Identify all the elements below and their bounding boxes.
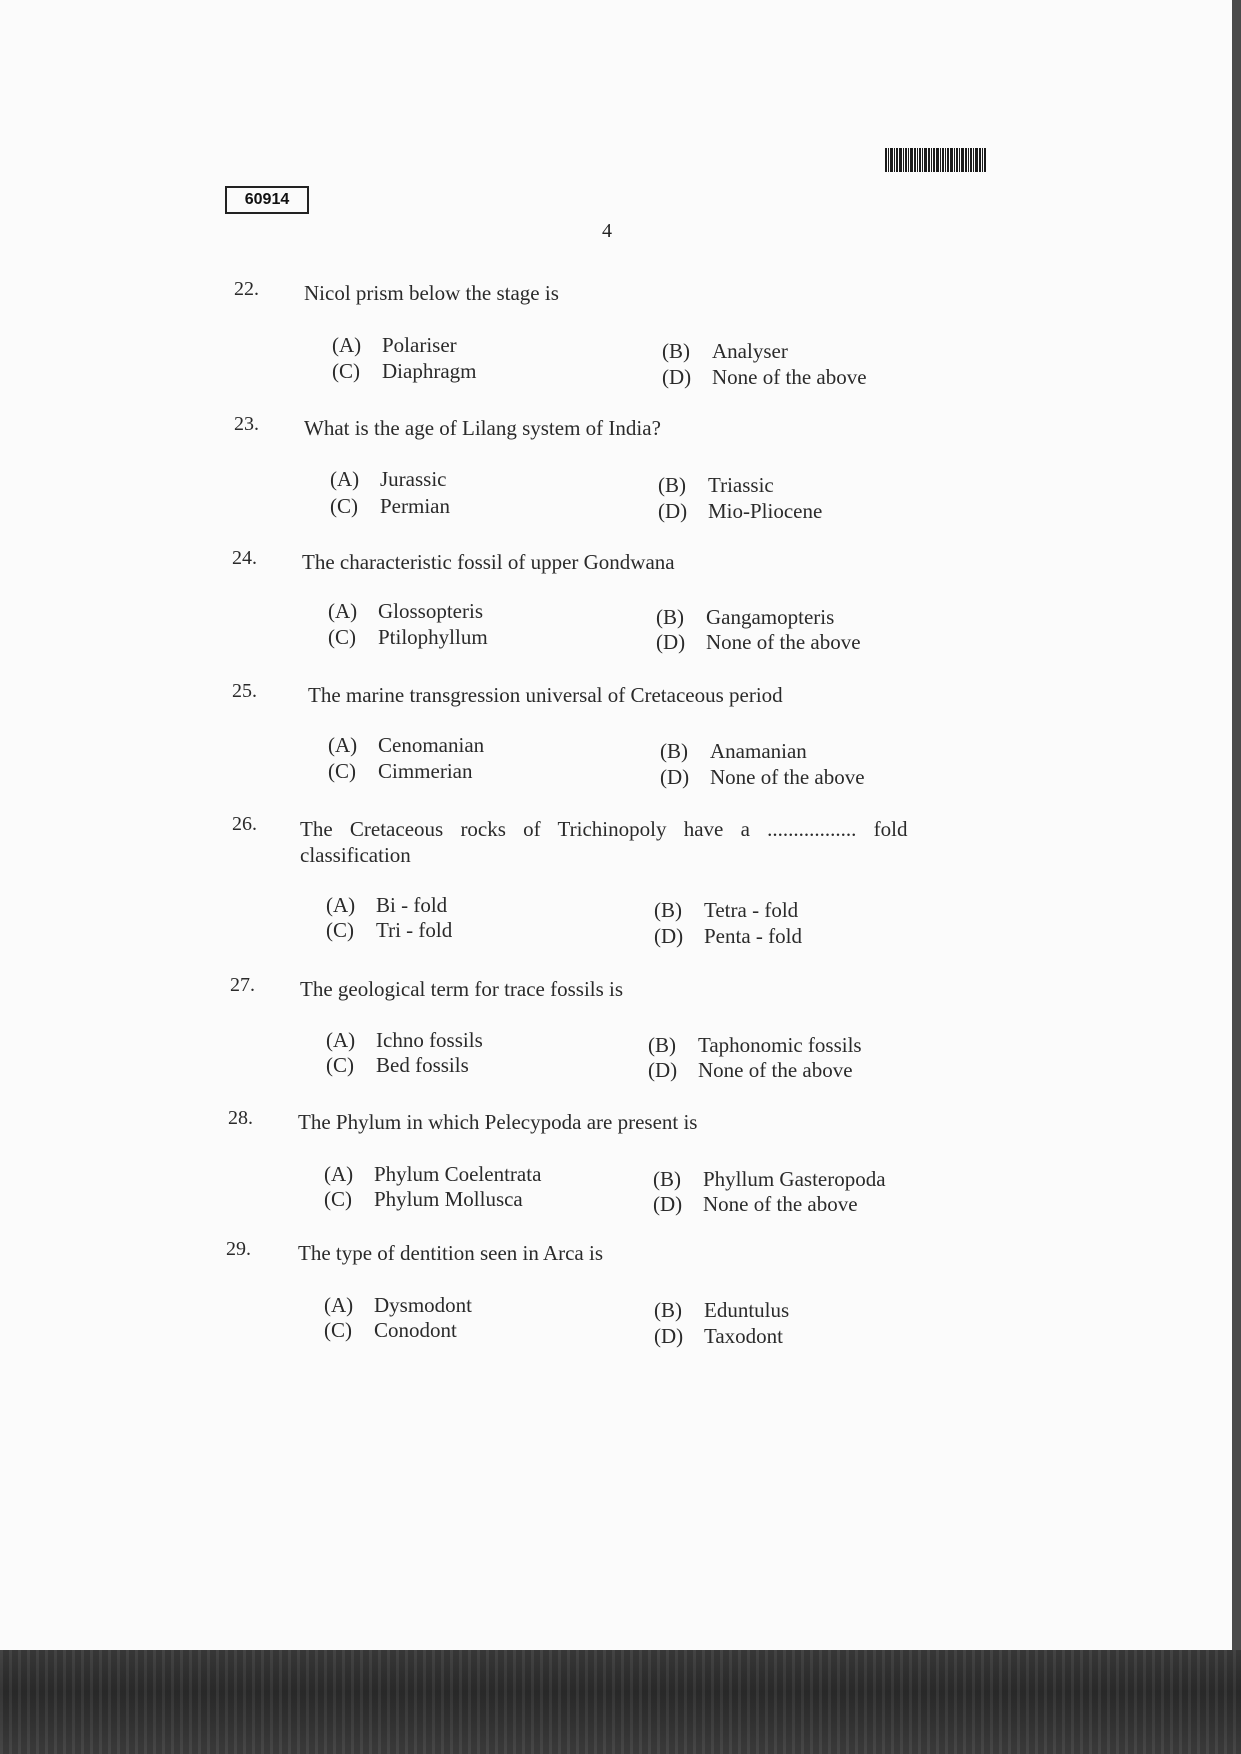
option-c: (C) Conodont <box>324 1318 457 1342</box>
option-c: (C) Diaphragm <box>332 359 477 383</box>
option-b: (B) Eduntulus <box>654 1298 790 1322</box>
option-a: (A) Dysmodont <box>324 1293 473 1317</box>
question-number: 25. <box>232 680 257 702</box>
option-b: (B) Tetra - fold <box>654 898 799 922</box>
option-d: (D) None of the above <box>660 765 865 789</box>
option-d: (D) None of the above <box>656 630 861 654</box>
paper-code-box: 60914 <box>225 186 309 214</box>
option-a: (A) Cenomanian <box>328 733 485 757</box>
option-a: (A) Ichno fossils <box>326 1028 483 1052</box>
option-a: (A) Phylum Coelentrata <box>324 1162 542 1186</box>
question-stem: The geological term for trace fossils is <box>300 977 624 1001</box>
option-c: (C) Bed fossils <box>326 1053 469 1077</box>
question-stem: The characteristic fossil of upper Gondwana <box>302 550 675 574</box>
question-number: 26. <box>232 813 257 835</box>
option-c: (C) Cimmerian <box>328 759 473 783</box>
question-stem: The marine transgression universal of Cretaceous period <box>308 683 783 707</box>
option-d: (D) Taxodont <box>654 1324 784 1348</box>
question-stem-line-1: The Cretaceous rocks of Trichinopoly have a ................. fold <box>300 817 908 841</box>
option-b: (B) Phyllum Gasteropoda <box>653 1167 886 1191</box>
barcode-graphic <box>885 148 1015 172</box>
option-a: (A) Glossopteris <box>328 599 483 623</box>
option-d: (D) Penta - fold <box>654 924 802 948</box>
question-number: 22. <box>234 278 259 300</box>
option-c: (C) Permian <box>330 494 450 518</box>
scan-background <box>0 1650 1241 1754</box>
question-stem: What is the age of Lilang system of India? <box>304 416 661 440</box>
question-stem: The type of dentition seen in Arca is <box>298 1241 604 1265</box>
option-d: (D) None of the above <box>648 1058 853 1082</box>
option-c: (C) Tri - fold <box>326 918 453 942</box>
question-number: 27. <box>230 974 255 996</box>
question-stem: The Phylum in which Pelecypoda are present is <box>298 1110 698 1134</box>
question-number: 28. <box>228 1107 253 1129</box>
question-stem: Nicol prism below the stage is <box>304 281 559 305</box>
question-number: 23. <box>234 413 259 435</box>
option-b: (B) Anamanian <box>660 739 807 763</box>
option-c: (C) Ptilophyllum <box>328 625 488 649</box>
option-b: (B) Analyser <box>662 339 788 363</box>
option-a: (A) Jurassic <box>330 467 447 491</box>
question-stem-line-2: classification <box>300 843 411 867</box>
option-d: (D) None of the above <box>653 1192 858 1216</box>
option-b: (B) Taphonomic fossils <box>648 1033 862 1057</box>
page-number: 4 <box>602 220 612 242</box>
option-b: (B) Triassic <box>658 473 774 497</box>
question-stem <box>300 816 972 868</box>
option-c: (C) Phylum Mollusca <box>324 1187 523 1211</box>
option-a: (A) Bi - fold <box>326 893 448 917</box>
option-d: (D) None of the above <box>662 365 867 389</box>
question-number: 29. <box>226 1238 251 1260</box>
option-b: (B) Gangamopteris <box>656 605 835 629</box>
question-number: 24. <box>232 547 257 569</box>
option-d: (D) Mio-Pliocene <box>658 499 823 523</box>
option-a: (A) Polariser <box>332 333 457 357</box>
